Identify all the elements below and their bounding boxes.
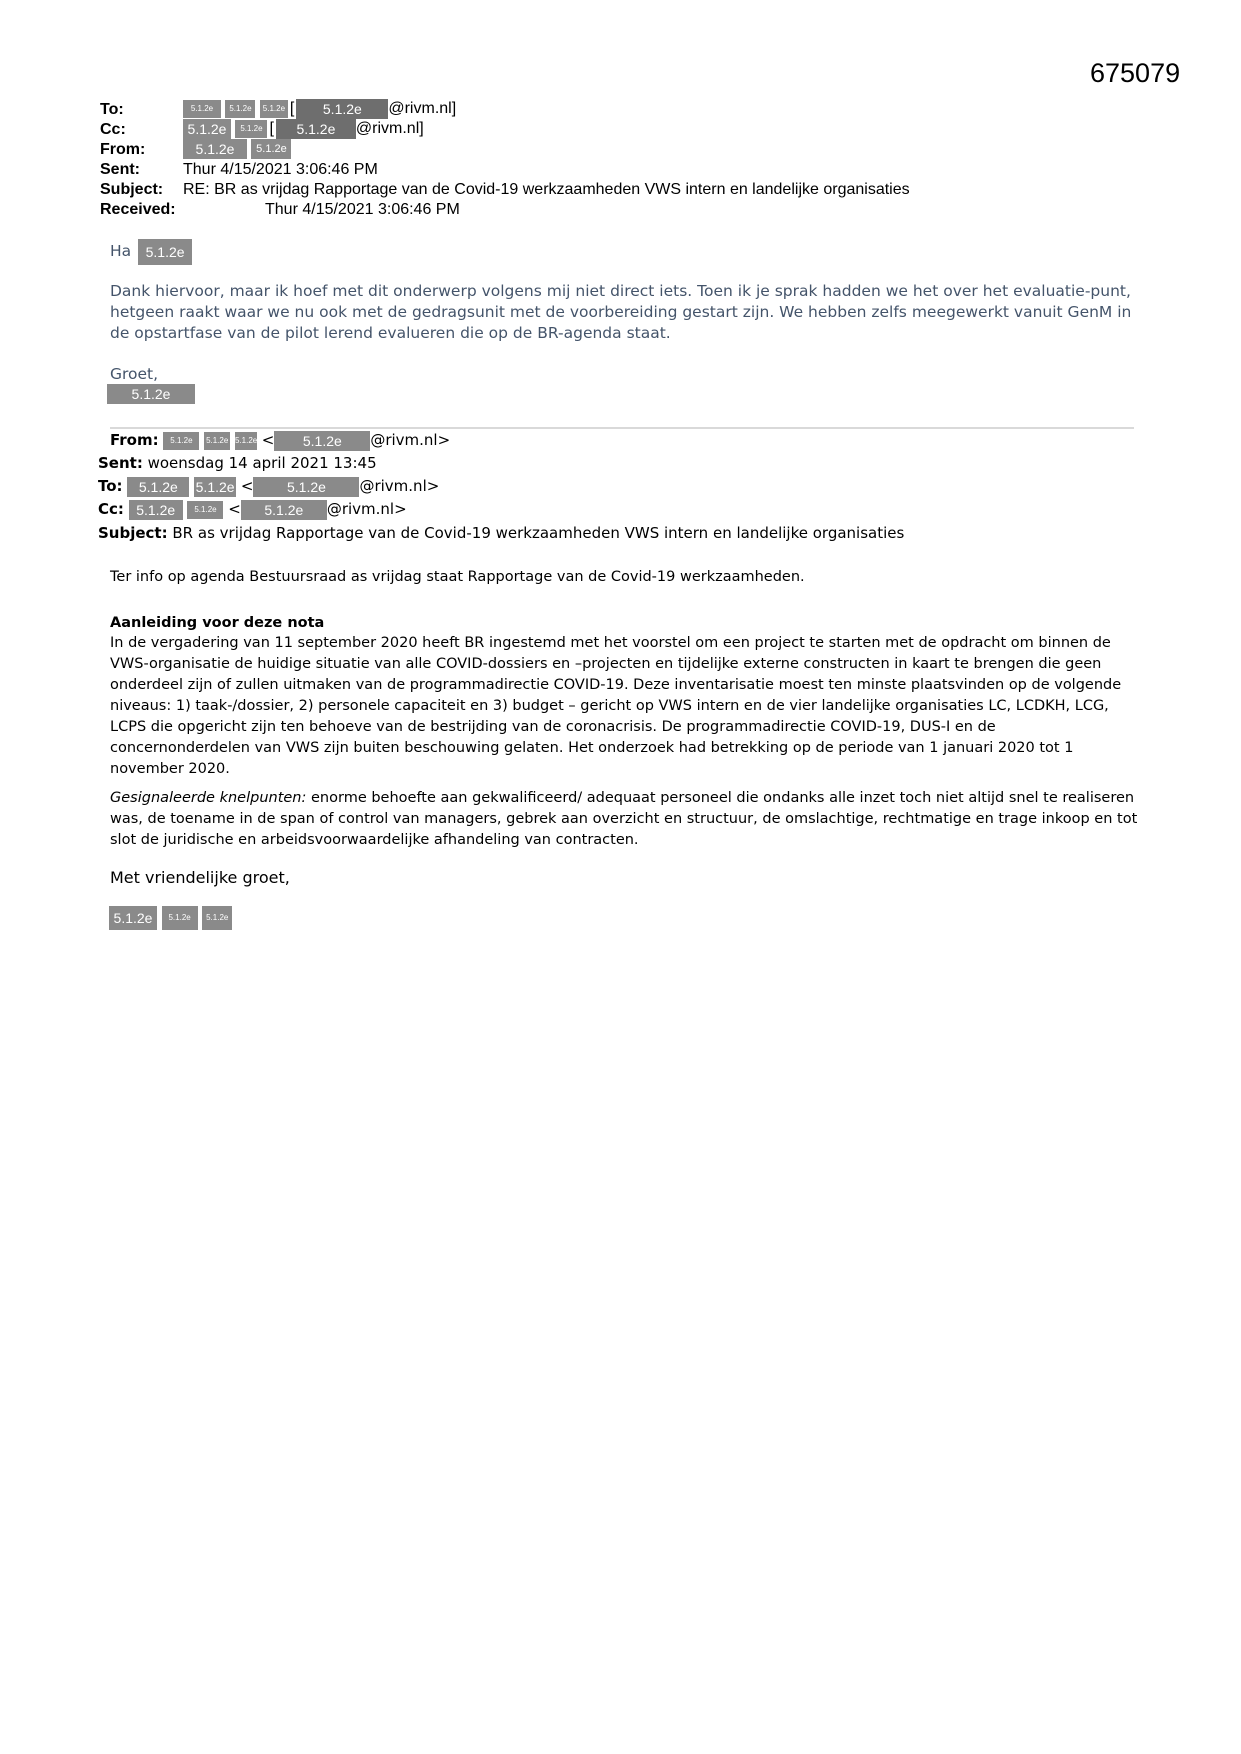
to-label: To: — [100, 101, 124, 118]
sent-value: Thur 4/15/2021 3:06:46 PM — [183, 161, 378, 178]
redaction-box: 5.1.2e — [296, 99, 388, 119]
redaction-box: 5.1.2e — [183, 100, 221, 118]
to-value: 5.1.2e 5.1.2e 5.1.2e [ 5.1.2e @rivm.nl] — [183, 99, 456, 119]
redaction-box: 5.1.2e — [162, 906, 198, 930]
received-value: Thur 4/15/2021 3:06:46 PM — [265, 201, 460, 218]
redaction-box: 5.1.2e — [235, 120, 267, 138]
paragraph-1: In de vergadering van 11 september 2020 heeft BR ingestemd met het voorstel om een project te starten met de opdracht om binnen de VWS-organisatie de huidige situatie van alle COVID-dossiers en –projecten en tijdelijke externe constructen in kaart te brengen die geen onderdeel zijn of zullen uitmaken van de programmadirectie COVID-19. Deze inventarisatie moest ten minste plaatsvinden op de volgende niveaus: 1) taak-/dossier, 2) personele capaciteit en 3) budget – gericht op VWS intern en de vier landelijke organisaties LC, LCDKH, LCG, LCPS die opgericht zijn ten behoeve van de bestrijding van de coronacrisis. De programmadirectie COVID-19, DUS-I en de concernonderdelen van VWS zijn buiten beschouwing gelaten. Het onderzoek had betrekking op de periode van 1 januari 2020 tot 1 november 2020. — [110, 635, 1122, 777]
issues-text: enorme behoefte aan gekwalificeerd/ adequaat personeel die ondanks alle inzet toch niet altijd snel te realiseren was, de toename in de span of control van managers, gebrek aan overzicht en structuur, de omslachtige, rechtmatige en trage inkoop en tot slot de juridische en arbeidsvoorwaardelijke afhandeling van contracten. — [110, 790, 1138, 848]
cc-label: Cc: — [100, 121, 126, 138]
redaction-box: 5.1.2e — [163, 432, 199, 450]
issues-paragraph — [110, 788, 1140, 851]
to-domain: @rivm.nl] — [388, 100, 457, 118]
issues-label: Gesignaleerde knelpunten: — [110, 790, 307, 806]
redaction-box: 5.1.2e — [202, 906, 232, 930]
orig-to-row: To: 5.1.2e 5.1.2e < 5.1.2e @rivm.nl> — [98, 477, 440, 495]
redaction-box: 5.1.2e — [251, 139, 291, 159]
redaction-box: 5.1.2e — [195, 478, 235, 495]
closing: Met vriendelijke groet, — [110, 868, 290, 887]
redaction-box: 5.1.2e — [107, 384, 195, 404]
document-number: 675079 — [1090, 58, 1181, 88]
redaction-box: 5.1.2e — [274, 431, 370, 451]
redaction-box: 5.1.2e — [183, 139, 247, 159]
signature — [109, 906, 232, 930]
orig-sent-row — [98, 453, 377, 473]
redaction-box: 5.1.2e — [241, 500, 327, 520]
subject-value: RE: BR as vrijdag Rapportage van de Covid-19 werkzaamheden VWS intern en landelijke organisaties — [183, 181, 910, 198]
subject-label: Subject: — [100, 181, 164, 198]
redaction-box: 5.1.2e — [204, 432, 230, 450]
greeting — [110, 238, 192, 265]
reply-paragraph: Dank hiervoor, maar ik hoef met dit onderwerp volgens mij niet direct iets. Toen ik je sprak hadden we het over het evaluatie-punt, hetgeen raakt waar we nu ook met de gedragsunit met de voorbereiding gestart zijn. We hebben zelfs meegewerkt vanuit GenM in de opstartfase van de pilot lerend evalueren die op de BR-agenda staat. — [110, 282, 1132, 342]
cc-domain: @rivm.nl] — [355, 120, 424, 138]
reply-closing: Groet, — [110, 365, 159, 383]
section-heading: Aanleiding voor deze nota — [110, 615, 325, 631]
redaction-box: 5.1.2e — [138, 239, 192, 265]
orig-subject-value: BR as vrijdag Rapportage van de Covid-19 werkzaamheden VWS intern en landelijke organisaties — [172, 524, 905, 542]
orig-subject-label: Subject: — [98, 524, 168, 542]
redaction-box: 5.1.2e — [129, 500, 183, 520]
orig-from-row: From: 5.1.2e 5.1.2e 5.1.2e < 5.1.2e @rivm.nl> — [110, 431, 451, 449]
orig-sent-value: woensdag 14 april 2021 13:45 — [147, 454, 377, 472]
orig-sent-label: Sent: — [98, 454, 143, 472]
redaction-box: 5.1.2e — [127, 477, 189, 497]
sent-label: Sent: — [100, 161, 140, 178]
message-divider — [110, 427, 1134, 429]
redaction-box: 5.1.2e — [260, 100, 288, 118]
orig-subject-row — [98, 523, 904, 543]
redaction-box: 5.1.2e — [225, 100, 255, 118]
orig-cc-domain: @rivm.nl> — [326, 500, 407, 518]
signature — [107, 384, 195, 404]
cc-value: 5.1.2e 5.1.2e [ 5.1.2e @rivm.nl] — [183, 119, 424, 139]
orig-cc-label: Cc: — [98, 500, 124, 518]
orig-from-domain: @rivm.nl> — [370, 431, 451, 449]
orig-to-domain: @rivm.nl> — [359, 477, 440, 495]
orig-to-label: To: — [98, 477, 123, 495]
redaction-box: 5.1.2e — [253, 477, 359, 497]
redaction-box: 5.1.2e — [187, 501, 223, 519]
redaction-box: 5.1.2e — [235, 432, 257, 450]
from-value — [183, 139, 291, 159]
orig-from-label: From: — [110, 431, 159, 449]
orig-cc-row: Cc: 5.1.2e 5.1.2e < 5.1.2e @rivm.nl> — [98, 500, 407, 518]
redaction-box: 5.1.2e — [276, 119, 356, 139]
redaction-box: 5.1.2e — [183, 119, 231, 139]
received-label: Received: — [100, 201, 176, 218]
redaction-box: 5.1.2e — [109, 906, 157, 930]
intro-text: Ter info op agenda Bestuursraad as vrijdag staat Rapportage van de Covid-19 werkzaamheden. — [110, 569, 805, 585]
from-label: From: — [100, 141, 146, 158]
greeting-text: Ha — [110, 242, 132, 260]
